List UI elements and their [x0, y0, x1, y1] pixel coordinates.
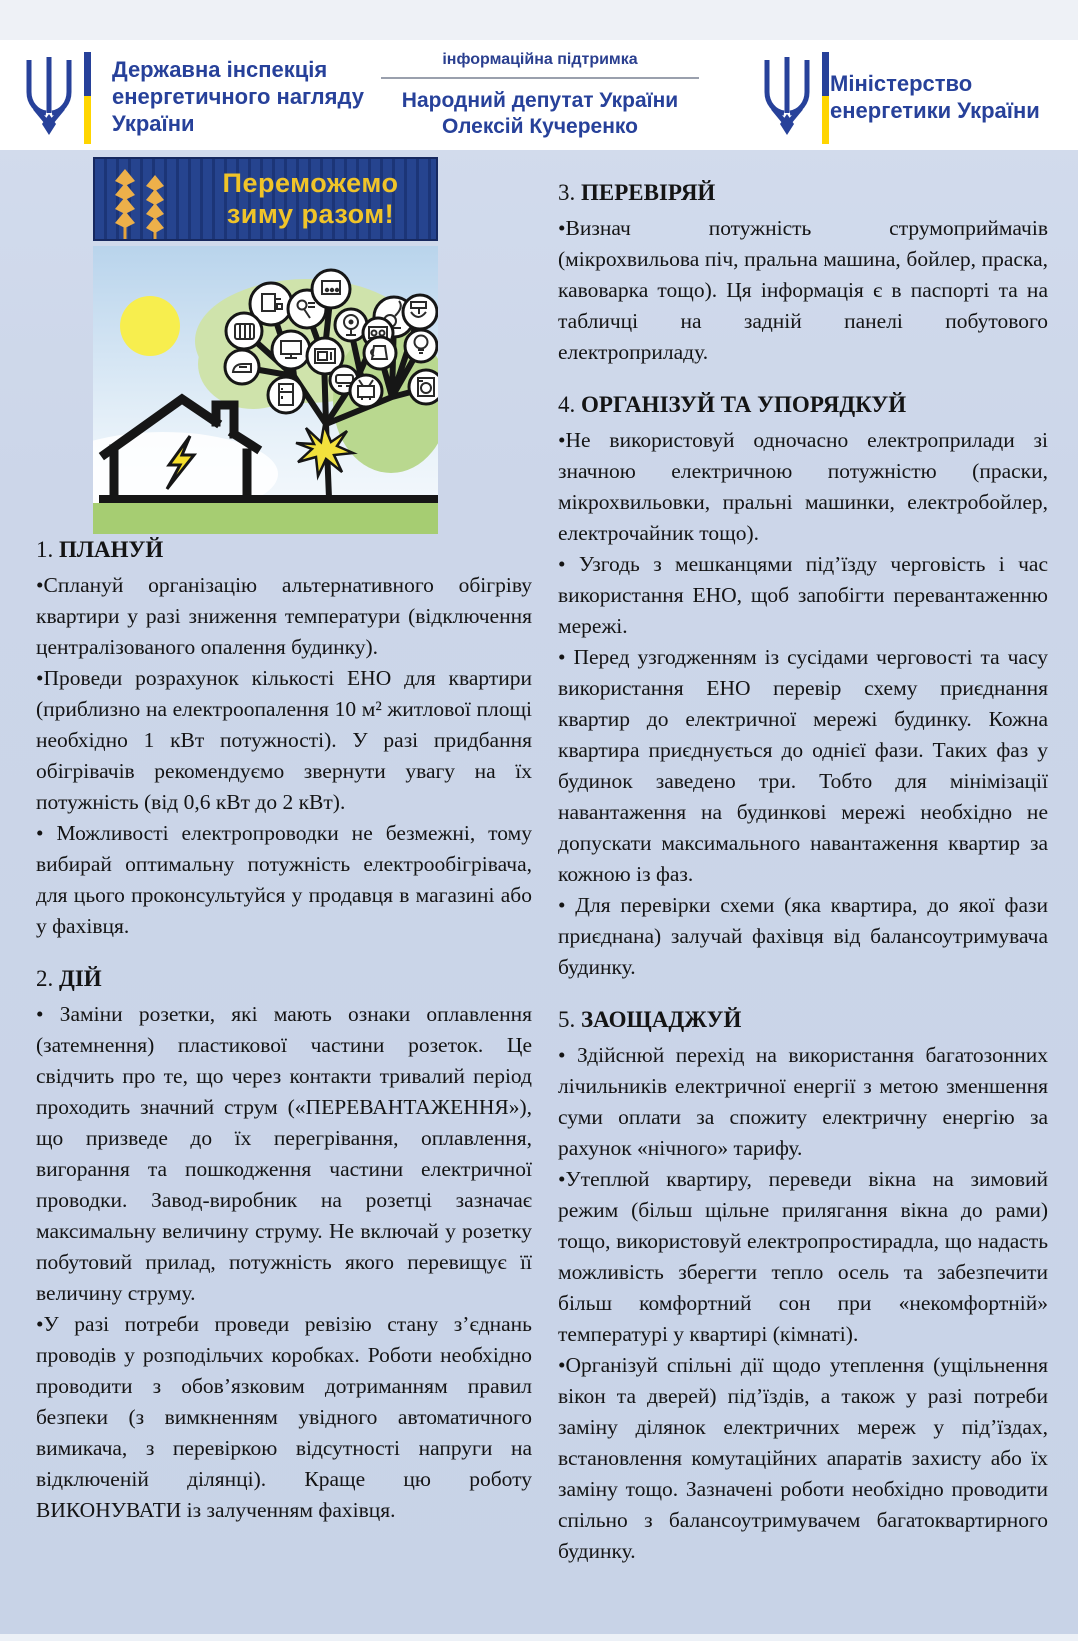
radiator-icon — [226, 313, 262, 349]
section-number: 3. — [558, 180, 576, 205]
org-line: Міністерство — [830, 71, 973, 96]
computer-monitor-icon — [272, 331, 310, 369]
deputy-title: Народний депутат України — [401, 89, 679, 112]
section-title: ОРГАНІЗУЙ ТА УПОРЯДКУЙ — [581, 392, 907, 417]
section-number: 2. — [36, 966, 54, 991]
fridge-icon — [268, 377, 304, 413]
section-title: ЗАОЩАДЖУЙ — [581, 1007, 742, 1032]
support-label: інформаційна підтримка — [442, 51, 638, 68]
deputy-name: Олексій Кучеренко — [442, 115, 638, 138]
light-bulb-icon — [405, 330, 437, 362]
section-title: ПЕРЕВІРЯЙ — [581, 180, 716, 205]
banner-title — [193, 168, 428, 230]
section-organizuy — [558, 390, 1048, 983]
winter-banner — [93, 157, 438, 241]
top-strip — [0, 0, 1078, 41]
flag-bar — [84, 52, 91, 144]
section-5-heading — [558, 1005, 1048, 1035]
ministry-logo — [758, 52, 829, 148]
wheat-icon — [101, 161, 191, 241]
paragraph: • Заміни розетки, які мають ознаки оплавлення (затемнення) пластикової частини розеток. Це свідчить про те, що через контакти тривалий період проходить значний струм («ПЕРЕВАНТАЖЕННЯ»), що призведе до їх перегрівання, оплавлення, вигорання та пошкодження частини електричної проводки. Завод-виробник на розетці зазначає максимальну величину струму. Не включай у розетку побутовий прилад, потужність якого перевищує її величину струму. — [36, 1002, 532, 1305]
stand-mixer-icon — [403, 295, 437, 329]
divider-line — [381, 77, 699, 79]
paragraph: • Узгодь з мешканцями під’їзду черговість і час використання ЕНО, щоб запобігти перевантаженню мережі. — [558, 552, 1048, 638]
trident-icon — [758, 52, 816, 148]
section-planuy — [36, 535, 532, 942]
section-4-heading — [558, 390, 1048, 420]
banner-title-line1: Переможемо — [222, 168, 399, 198]
paragraph: • Для перевірки схеми (яка квартира, до якої фази приєднана) залучай фахівця від балансоутримувача будинку. — [558, 893, 1048, 979]
tv-icon — [350, 375, 382, 407]
section-3-heading — [558, 178, 1048, 208]
section-2-heading — [36, 964, 532, 994]
paragraph: •Проведи розрахунок кількості ЕНО для квартири (приблизно на електроопалення 10 м² житлової площі необхідно 1 кВт потужності). У разі придбання обігрівачів рекомендуємо звернути увагу на їх потужність (від 0,6 кВт до 2 кВт). — [36, 666, 532, 814]
org-line: України — [112, 111, 195, 136]
sewing-machine-icon — [312, 270, 350, 308]
section-number: 1. — [36, 537, 54, 562]
paragraph: •Організуй спільні дії щодо утеплення (ущільнення вікон та дверей) під’їздів, а також у разі потреби заміну ділянок електричних мереж у під’їздах, встановлення комутаційних апаратів захисту або їх заміну тощо. Зазначені роботи необхідно проводити спільно з балансоутримувачем багатоквартирного будинку. — [558, 1353, 1048, 1563]
paragraph: •У разі потреби проведи ревізію стану з’єднань проводів у розподільчих коробках. Роботи необхідно проводити з обов’язковим дотриманням правил безпеки (з вимкненням увідного автоматичного вимикача, з перевіркою відсутності напруги на відключеній ділянці). Краще цю роботу ВИКОНУВАТИ із залученням фахівця. — [36, 1312, 532, 1522]
section-number: 4. — [558, 392, 576, 417]
paragraph: •Не використовуй одночасно електроприлади зі значною електричною потужністю (праски, мікрохвильовки, пральні машинки, електробойлер, електрочайник тощо). — [558, 428, 1048, 545]
left-column — [36, 535, 532, 1526]
paragraph: •Утеплюй квартиру, переведи вікна на зимовий режим (більш щільне прилягання вікна до рами) тощо, використовуй електропростирадла, що надасть можливість зберегти тепло осель та забезпечити більш комфортний сон при «некомфортній» температурі у квартирі (кімнаті). — [558, 1167, 1048, 1346]
section-zaoshchadzhuy — [558, 1005, 1048, 1567]
paragraph: •Сплануй організацію альтернативного обігріву квартири у разі зниження температури (відключення централізованого опалення будинку). — [36, 573, 532, 659]
sun-icon — [120, 296, 180, 356]
paragraph: • Можливості електропроводки не безмежні, тому вибирай оптимальну потужність електрообігрівача, для цього проконсультуйся у продавця в магазині або у фахівця. — [36, 821, 532, 938]
kettle-icon — [364, 337, 396, 369]
org-line: енергетики України — [830, 98, 1040, 123]
section-number: 5. — [558, 1007, 576, 1032]
header — [0, 40, 1078, 150]
ground-line — [99, 495, 438, 503]
iron-icon — [225, 350, 259, 384]
flag-bar — [822, 52, 829, 144]
banner-title-line2: зиму разом! — [226, 199, 395, 229]
ministry-name — [830, 70, 1040, 124]
section-title: ДІЙ — [59, 966, 102, 991]
section-diy — [36, 964, 532, 1526]
state-inspection-logo — [20, 52, 91, 148]
section-title: ПЛАНУЙ — [59, 537, 164, 562]
org-line: Державна інспекція — [112, 57, 328, 82]
trident-icon — [20, 52, 78, 148]
appliance-tree-illustration — [93, 246, 438, 534]
right-column — [558, 178, 1048, 1567]
section-1-heading — [36, 535, 532, 565]
org-line: енергетичного нагляду — [112, 84, 364, 109]
paragraph: • Перед узгодженням із сусідами черговості та часу використання ЕНО перевір схему приєднання квартир до електричної мережі будинку. Кожна квартира приєднується до однієї фази. Таких фаз у будинок заведено три. Тобто для мінімізації навантаження на будинкові мережі необхідно не допускати максимального навантаження квартир за кожною із фаз. — [558, 645, 1048, 886]
paragraph: •Визнач потужність струмоприймачів (мікрохвильова піч, пральна машина, бойлер, праска, кавоварка тощо). Ця інформація є в паспорті та на табличці на задній панелі побутового електроприладу. — [558, 216, 1048, 364]
bottom-edge — [0, 1634, 1078, 1641]
grass — [93, 503, 438, 534]
section-pereviriay — [558, 178, 1048, 368]
washing-machine-icon — [409, 370, 438, 404]
paragraph: • Здійснюй перехід на використання багатозонних лічильників електричної енергії з метою зменшення суми оплати за спожиту електричну енергію за рахунок «нічного» тарифу. — [558, 1043, 1048, 1160]
support-block — [375, 50, 705, 140]
state-inspection-name — [112, 56, 364, 137]
